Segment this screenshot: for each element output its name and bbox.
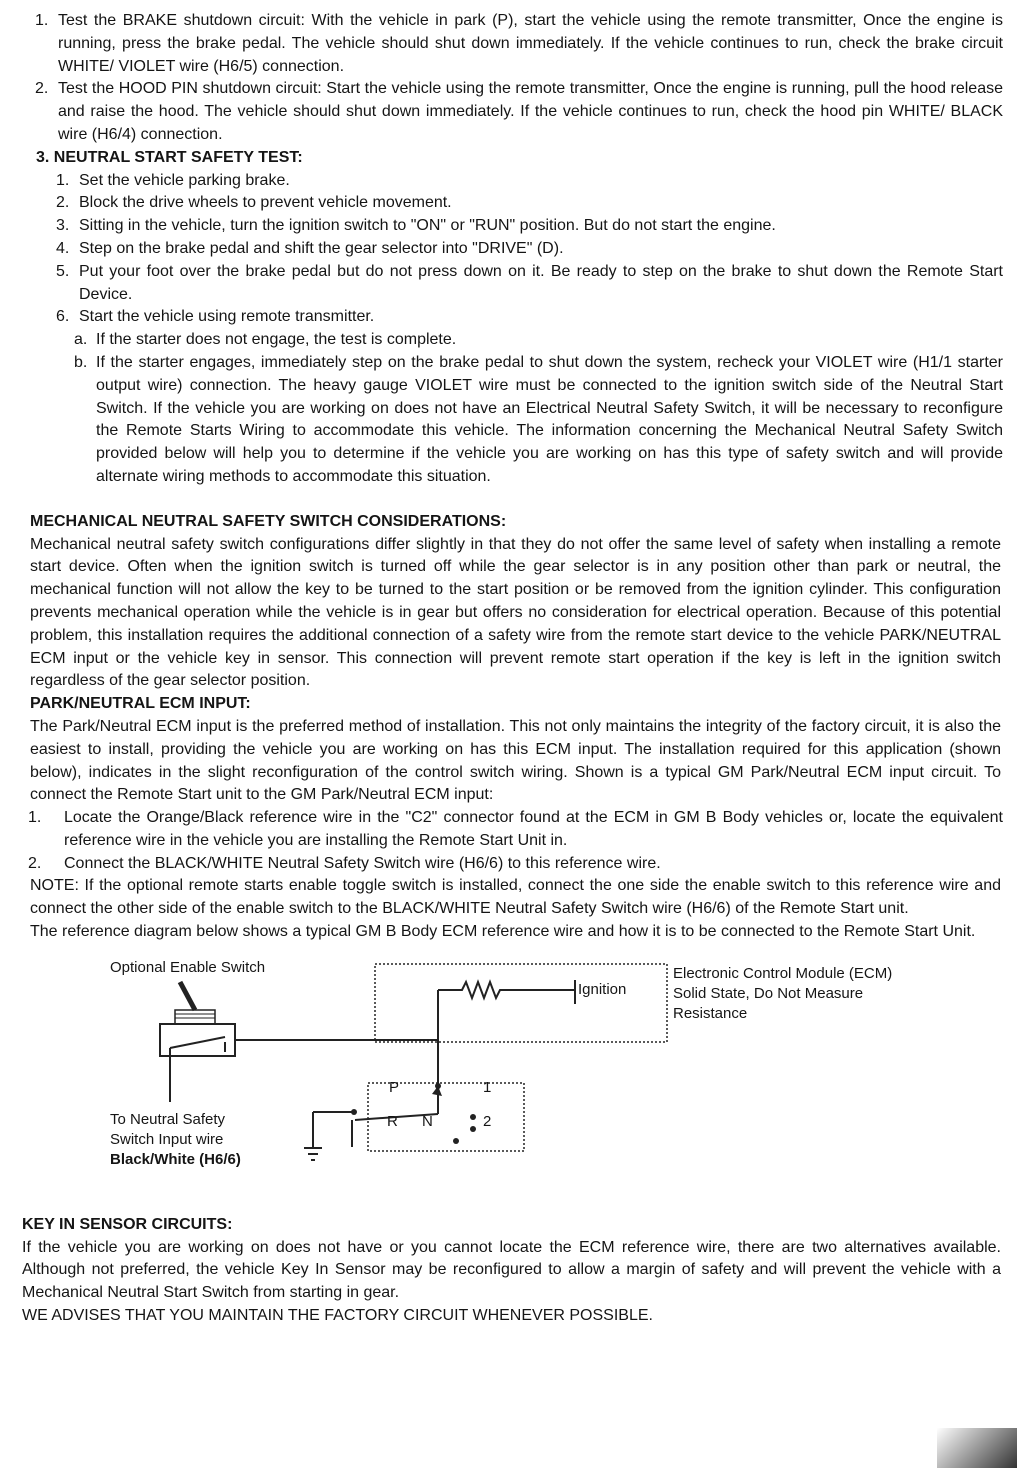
list-item xyxy=(28,853,1003,876)
key-sensor-body: If the vehicle you are working on does not have or you cannot locate the ECM reference wire, there are two alternatives available. Although not preferred, the vehicle Key In Sensor may be reconfigured to allow a margin of safety and will prevent the vehicle with a Mechanical Neutral Start Switch from starting in gear. xyxy=(22,1238,1001,1302)
substep-letter: a. xyxy=(74,331,88,349)
list-item xyxy=(28,807,1003,853)
park-position-label: P xyxy=(389,1078,400,1096)
step-text: Step on the brake pedal and shift the gear selector into "DRIVE" (D). xyxy=(79,239,564,257)
list-number: 2. xyxy=(35,80,49,98)
wiring-diagram xyxy=(0,952,1017,1200)
enable-switch-lever xyxy=(180,982,195,1010)
ecm-label-line3: Resistance xyxy=(673,1004,748,1022)
list-text: Test the BRAKE shutdown circuit: With the vehicle in park (P), start the vehicle using the remote transmitter, Once the engine is running, press the brake pedal. The vehicle should shut down immediately. If the vehicle continues to run, check the brake circuit WHITE/ VIOLET wire (H6/5) connection. xyxy=(58,12,1003,75)
list-number: 1. xyxy=(28,809,42,827)
key-sensor-advice: WE ADVISES THAT YOU MAINTAIN THE FACTORY CIRCUIT WHENEVER POSSIBLE. xyxy=(22,1307,653,1325)
ecm-label-line2: Solid State, Do Not Measure xyxy=(673,984,864,1002)
position-2-label: 2 xyxy=(483,1112,492,1130)
step-text: Put your foot over the brake pedal but do not press down on it. Be ready to step on the brake to shut down the Remote Start Device. xyxy=(79,262,1003,303)
scan-shadow xyxy=(937,1428,1017,1468)
step-text: Start the vehicle using remote transmitter. xyxy=(79,308,375,326)
key-sensor-heading: KEY IN SENSOR CIRCUITS: xyxy=(22,1215,233,1233)
step-item xyxy=(56,261,1003,307)
step-text: Block the drive wheels to prevent vehicle movement. xyxy=(79,194,452,212)
list-item xyxy=(35,10,1003,78)
position-1-label: 1 xyxy=(483,1078,492,1096)
substep-text: If the starter does not engage, the test is complete. xyxy=(96,331,457,349)
enable-switch-body xyxy=(160,1024,235,1056)
neutral-position-label: N xyxy=(422,1112,433,1130)
step-item xyxy=(56,238,1003,261)
mechanical-body: Mechanical neutral safety switch configurations differ slightly in that they do not offer the same level of safety when installing a remote start device. Often when the ignition switch is turned off while the gear selector is in any position other than park or neutral, the mechanical function will not allow the key to be turned to the start position or be removed from the ignition cylinder. This configuration prevents mechanical operation while the vehicle is in gear but offers no consideration for electrical operation. Because of this potential problem, this installation requires the additional connection of a safety wire from the remote start device to the vehicle PARK/NEUTRAL ECM input or the vehicle key in sensor. This connection will prevent remote start operation if the key is left in the ignition switch regardless of the gear selector position. xyxy=(30,535,1001,690)
list-text: Test the HOOD PIN shutdown circuit: Start the vehicle using the remote transmitter, Once the engine is running, pull the hood release and raise the hood. The vehicle should shut down immediately. If the vehicle continues to run, check the hood pin WHITE/ BLACK wire (H6/4) connection. xyxy=(58,80,1003,143)
step-number: 3. xyxy=(56,217,70,235)
list-number: 1. xyxy=(35,12,49,29)
ignition-label: Ignition xyxy=(578,980,627,998)
list-item xyxy=(35,78,1003,146)
ecm-box xyxy=(375,964,667,1042)
park-neutral-body: The Park/Neutral ECM input is the preferred method of installation. This not only maintains the integrity of the factory circuit, it is also the easiest to install, providing the vehicle you are working on has this ECM input. The installation required for this application (shown below), indicates in the slight reconfiguration of the control switch wiring. Shown is a typical GM Park/Neutral ECM input circuit. To connect the Remote Start unit to the GM Park/Neutral ECM input: xyxy=(30,717,1001,804)
park-neutral-heading: PARK/NEUTRAL ECM INPUT: xyxy=(30,695,251,713)
enable-switch-label: Optional Enable Switch xyxy=(110,958,266,976)
resistor-symbol xyxy=(438,982,575,998)
step-number: 2. xyxy=(56,194,70,212)
list-number: 2. xyxy=(28,854,42,872)
step-item xyxy=(56,306,1003,329)
diagram-intro: The reference diagram below shows a typical GM B Body ECM reference wire and how it is to be connected to the Remote Start Unit. xyxy=(30,923,976,941)
list-text: Locate the Orange/Black reference wire in the "C2" connector found at the ECM in GM B Body vehicles or, locate the equivalent reference wire in the vehicle you are installing the Remote Start Unit in. xyxy=(64,809,1003,849)
neutral-test-heading: 3. NEUTRAL START SAFETY TEST: xyxy=(36,148,303,166)
list-text: Connect the BLACK/WHITE Neutral Safety Switch wire (H6/6) to this reference wire. xyxy=(64,854,661,872)
step-number: 1. xyxy=(56,171,70,189)
step-number: 5. xyxy=(56,262,70,280)
neutral-input-label-line2: Switch Input wire xyxy=(110,1130,224,1148)
step-text: Set the vehicle parking brake. xyxy=(79,171,290,189)
substep-text: If the starter engages, immediately step on the brake pedal to shut down the system, recheck your VIOLET wire (H1/1 starter output wire) connection. The heavy gauge VIOLET wire must be connected to the ignition switch side of the Neutral Start Switch. If the vehicle you are working on does not have an Electrical Neutral Safety Switch, it will be necessary to reconfigure the Remote Starts Wiring to accommodate this vehicle. The information concerning the Mechanical Neutral Safety Switch provided below will help you to determine if the vehicle you are working on has this type of safety switch and will provide alternate wiring methods to accommodate this situation. xyxy=(96,353,1003,485)
neutral-input-label-line1: To Neutral Safety xyxy=(110,1110,226,1128)
neutral-input-label-line3: Black/White (H6/6) xyxy=(110,1150,241,1168)
step-item xyxy=(56,192,1003,215)
step-number: 4. xyxy=(56,239,70,257)
note-text: NOTE: If the optional remote starts enable toggle switch is installed, connect the one side the enable switch to this reference wire and connect the other side of the enable switch to the BLACK/WHITE Neutral Safety Switch wire (H6/6) of the Remote Start unit. xyxy=(30,877,1001,918)
document-page xyxy=(0,10,1017,1328)
substep-item xyxy=(74,352,1003,489)
ecm-label-line1: Electronic Control Module (ECM) xyxy=(673,964,893,982)
substep-letter: b. xyxy=(74,353,88,371)
step-item xyxy=(56,215,1003,238)
step-item xyxy=(56,170,1003,193)
reverse-position-label: R xyxy=(387,1112,398,1130)
step-text: Sitting in the vehicle, turn the ignition switch to "ON" or "RUN" position. But do not start the engine. xyxy=(79,217,776,235)
step-number: 6. xyxy=(56,308,70,326)
mechanical-heading: MECHANICAL NEUTRAL SAFETY SWITCH CONSIDERATIONS: xyxy=(30,512,507,530)
substep-item xyxy=(74,329,1003,352)
